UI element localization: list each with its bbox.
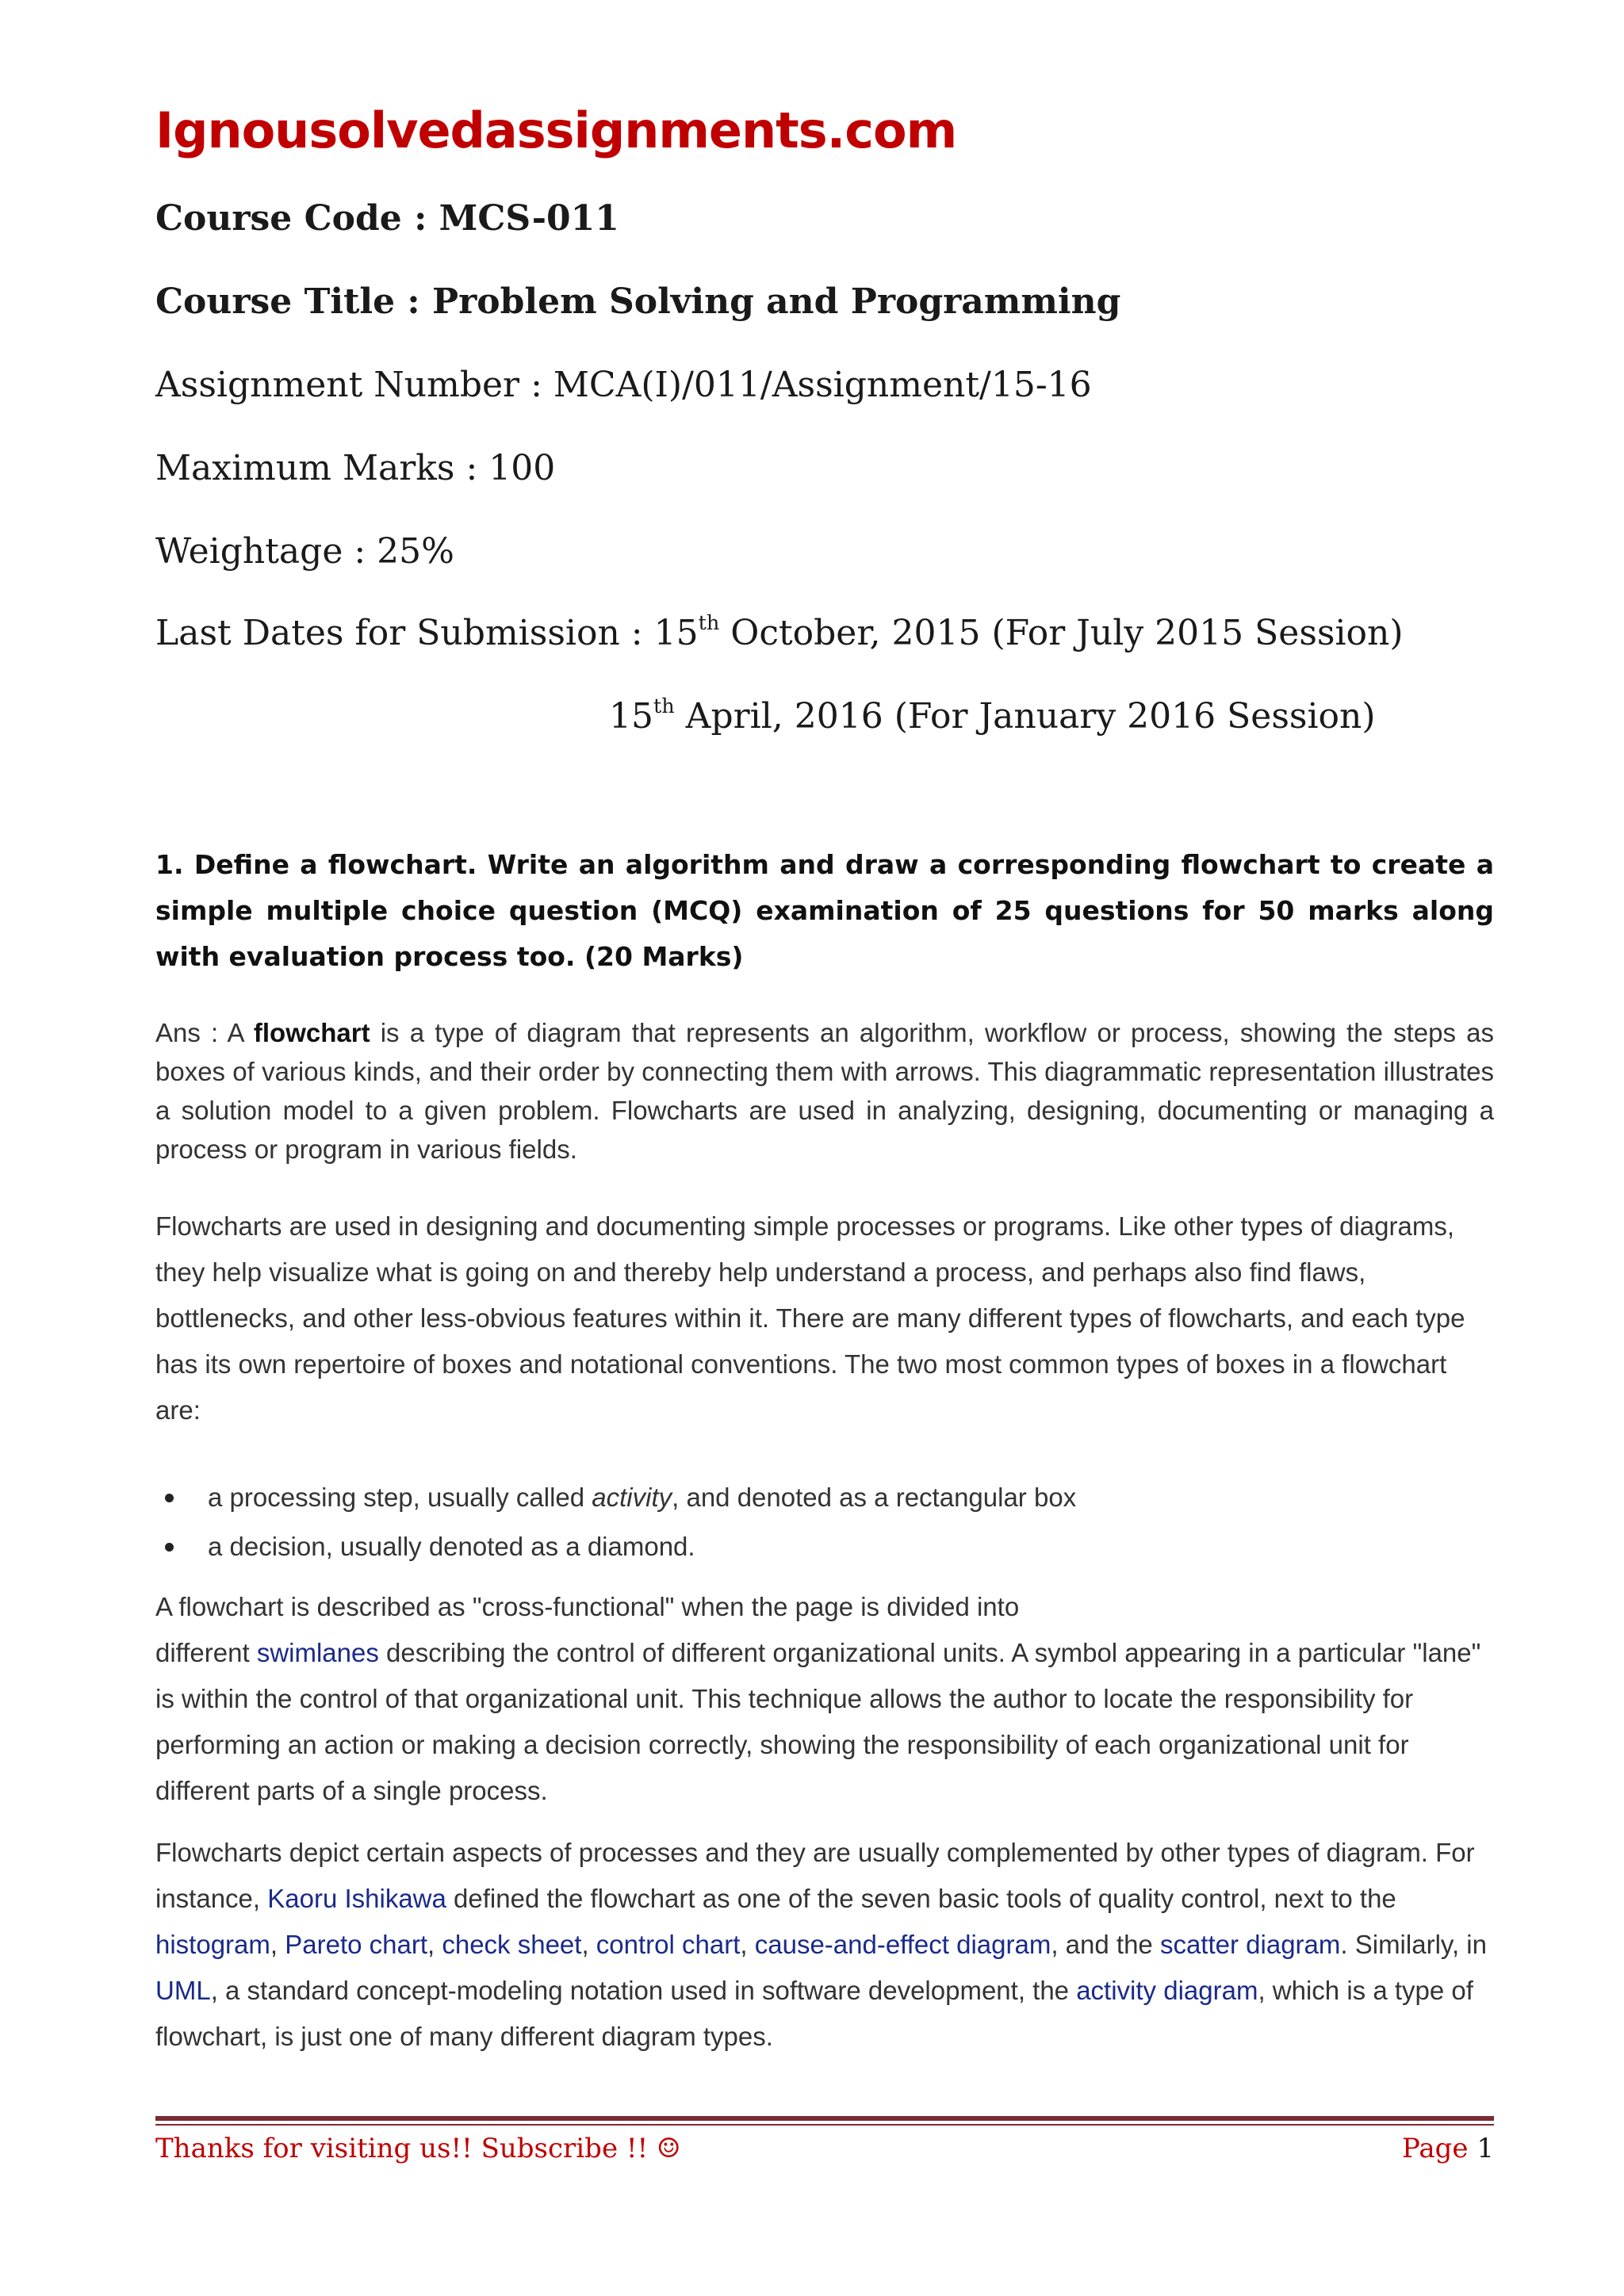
question-1: 1. Define a flowchart. Write an algorithm and draw a corresponding flowchart to create a simple multiple choice question (MCQ) examination of 25 questions for 50 marks along with evaluation process too. (20 Marks) [155,849,1494,972]
weightage: Weightage : 25% [155,531,454,572]
site-title: Ignousolvedassignments.com [155,101,957,159]
link-scatter-diagram[interactable]: scatter diagram [1159,1930,1341,1959]
link-cause-and-effect-diagram[interactable]: cause-and-effect diagram [754,1930,1051,1959]
assignment-number: Assignment Number : MCA(I)/011/Assignment/15-16 [155,365,1092,405]
page-number: Page 1 [1402,2133,1494,2164]
link-histogram[interactable]: histogram [155,1930,270,1959]
link-uml[interactable]: UML [155,1976,211,2005]
link-control-chart[interactable]: control chart [596,1930,741,1959]
answer-paragraph-1: Ans : A flowchart is a type of diagram that represents an algorithm, workflow or process, showing the steps as boxes of various kinds, and their order by connecting them with arrows. This diagrammatic representation illustrates a solution model to a given problem. Flowcharts are used in analyzing, designing, documenting or managing a process or program in various fields. [155,1018,1494,1164]
link-pareto-chart[interactable]: Pareto chart [285,1930,427,1959]
footer-divider-thin [155,2124,1494,2126]
answer-paragraph-2: Flowcharts are used in designing and documenting simple processes or programs. Like other types of diagrams, they help visualize what is going on and thereby help understand a process, and perhaps also find flaws, bottlenecks, and other less-obvious features within it. There are many different types of flowcharts, and each type has its own repertoire of boxes and notational conventions. The two most common types of boxes in a flowchart are: [155,1211,1465,1425]
answer-paragraph-3: A flowchart is described as "cross-functional" when the page is divided into different swimlanes describing the control of different organizational units. A symbol appearing in a particular "lane" is within the control of that organizational unit. This technique allows the author to locate the responsibility for performing an action or making a decision correctly, showing the responsibility of each organizational unit for different parts of a single process. [155,1592,1481,1805]
maximum-marks: Maximum Marks : 100 [155,448,556,488]
list-item: a decision, usually denoted as a diamond. [155,1522,1494,1571]
course-code: Course Code : MCS-011 [155,198,619,239]
bullet-icon [165,1494,174,1502]
answer-paragraph-4: Flowcharts depict certain aspects of processes and they are usually complemented by other types of diagram. For instance, Kaoru Ishikawa defined the flowchart as one of the seven basic tools of quality control, next to the histogram, Pareto chart, check sheet, control chart, cause-and-effect diagram, and the scatter diagram. Similarly, in UML, a standard concept-modeling notation used in software development, the activity diagram, which is a type of flowchart, is just one of many different diagram types. [155,1838,1487,2051]
list-item: a processing step, usually called activity, and denoted as a rectangular box [155,1473,1494,1522]
link-activity-diagram[interactable]: activity diagram [1076,1976,1258,2005]
document-page [155,0,1494,2296]
footer-message: Thanks for visiting us!! Subscribe !! ☺ [155,2133,681,2164]
link-swimlanes[interactable]: swimlanes [256,1638,379,1667]
box-types-list [155,1473,1494,1571]
footer-divider [155,2116,1494,2121]
submission-date-january: 15th April, 2016 (For January 2016 Session) [609,694,1376,737]
course-title: Course Title : Problem Solving and Programming [155,281,1121,322]
link-kaoru-ishikawa[interactable]: Kaoru Ishikawa [267,1884,446,1913]
bullet-icon [165,1543,174,1552]
link-check-sheet[interactable]: check sheet [442,1930,582,1959]
submission-date-july: Last Dates for Submission : 15th October, 2015 (For July 2015 Session) [155,610,1404,653]
